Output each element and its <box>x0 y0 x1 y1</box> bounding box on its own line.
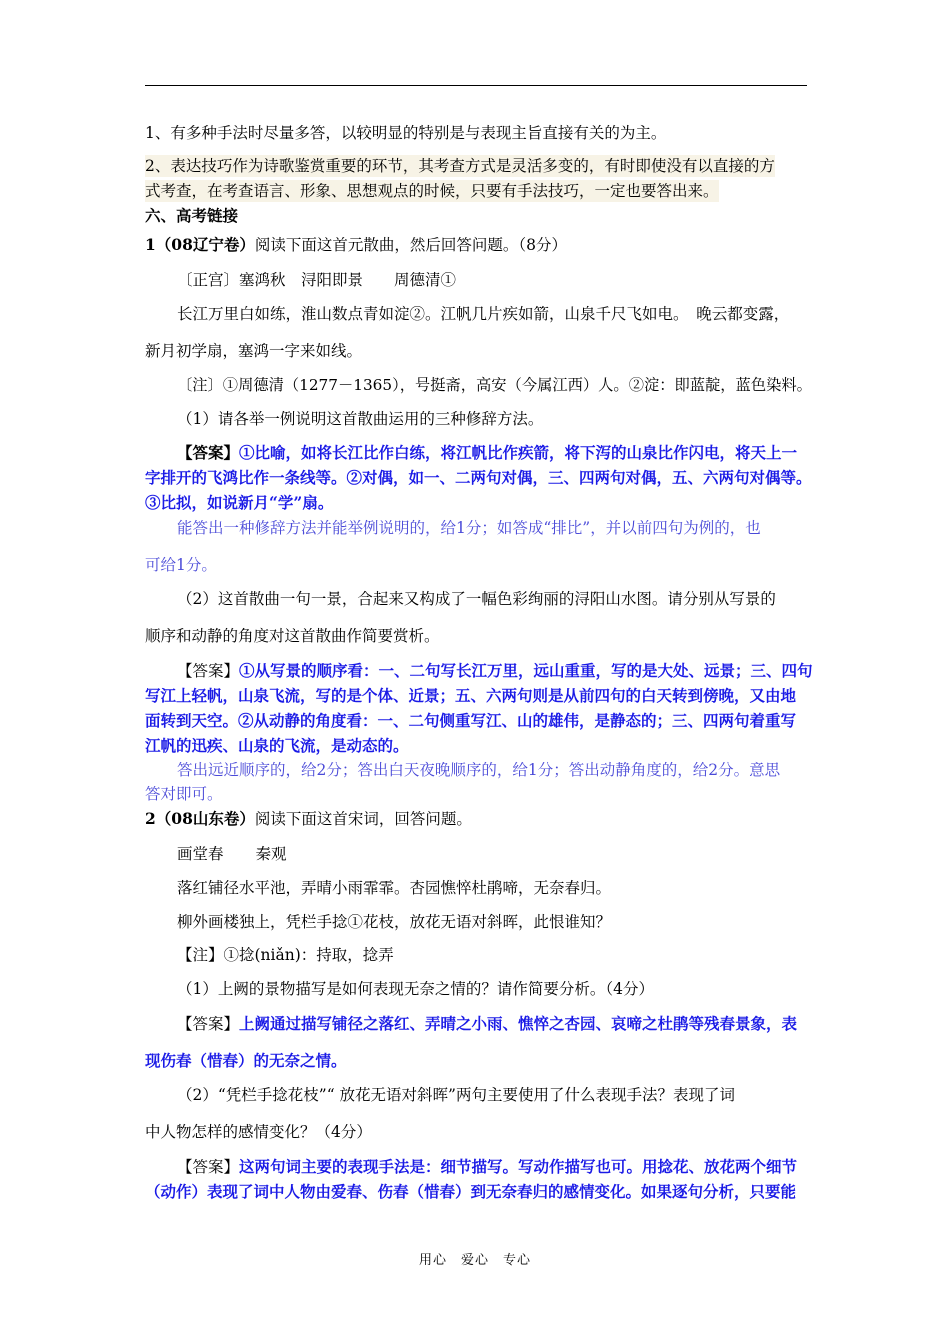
answer-label: 【答案】 <box>177 443 240 462</box>
answer-label: 【答案】 <box>177 662 240 680</box>
q2-sub-question-2-line-1: （2）“凭栏手捻花枝”“ 放花无语对斜晖”两句主要使用了什么表现手法？表现了词 <box>177 1086 735 1104</box>
q1-sub-question-2-line-2: 顺序和动静的角度对这首散曲作简要赏析。 <box>145 627 440 645</box>
q2-answer-2-line-2: （动作）表现了词中人物由爱春、伤春（惜春）到无奈春归的感情变化。如果逐句分析，只要能 <box>145 1182 797 1201</box>
q1-answer-2-line-4: 江帆的迅疾、山泉的飞流，是动态的。 <box>145 736 409 755</box>
q2-note: 【注】①捻(niǎn)：持取，捻弄 <box>177 946 394 964</box>
q2-intro: 阅读下面这首宋词，回答问题。 <box>254 810 472 828</box>
q2-poem-line-2: 柳外画楼独上，凭栏手捻①花枝，放花无语对斜晖，此恨谁知？ <box>177 913 612 931</box>
q1-answer-2-line-1: 【答案】①从写景的顺序看：一、二句写长江万里，远山重重，写的是大处、远景；三、四句 <box>177 661 813 680</box>
q1-answer-1-line-2: 字排开的飞鸿比作一条线等。②对偶，如一、二两句对偶，三、四两句对偶，五、六两句对偶等。 <box>145 468 812 487</box>
q1-answer-1-line-3: ③比拟，如说新月“学”扇。 <box>145 493 334 512</box>
q2-sub-question-1: （1）上阙的景物描写是如何表现无奈之情的？请作简要分析。（4分） <box>177 980 654 998</box>
q2-poem-title: 画堂春 <box>177 845 224 863</box>
q1-sub-question-2-line-1: （2）这首散曲一句一景，合起来又构成了一幅色彩绚丽的浔阳山水图。请分别从写景的 <box>177 590 776 608</box>
q2-answer-2-line-1: 【答案】这两句词主要的表现手法是：细节描写。写动作描写也可。用捻花、放花两个细节 <box>177 1157 798 1176</box>
q2-answer-1-line-2: 现伤春（惜春）的无奈之情。 <box>145 1051 347 1070</box>
q1-poem-title: 〔正宫〕塞鸿秋 浔阳即景 周德清① <box>177 271 457 289</box>
q1-answer-2-line-3: 面转到天空。②从动静的角度看：一、二句侧重写江、山的雄伟，是静态的；三、四两句着重写 <box>145 711 797 730</box>
header-rule <box>145 85 807 86</box>
q1-heading <box>145 234 567 256</box>
q1-answer-2-line-2: 写江上轻帆，山泉飞流，写的是个体、近景；五、六两句则是从前四句的白天转到傍晚，又由地 <box>145 686 797 705</box>
q2-answer-1-line-1: 【答案】上阙通过描写铺径之落红、弄晴之小雨、憔悴之杏园、哀啼之杜鹃等残春景象，表 <box>177 1014 798 1033</box>
q1-scoring-2-line-2: 答对即可。 <box>145 785 223 803</box>
tip-2-line-1: 2、表达技巧作为诗歌鉴赏重要的环节，其考查方式是灵活多变的，有时即使没有以直接的方 <box>145 157 775 175</box>
section-heading: 六、高考链接 <box>145 206 239 225</box>
q1-number: 1（08辽宁卷） <box>145 235 255 254</box>
answer-label: 【答案】 <box>177 1015 240 1033</box>
q1-intro: 阅读下面这首元散曲，然后回答问题。（8分） <box>254 236 567 254</box>
q1-poem-line-2: 新月初学扇，塞鸿一字来如线。 <box>145 342 363 360</box>
q1-answer-1-line-1: 【答案】①比喻，如将长江比作白练，将江帆比作疾箭，将下泻的山泉比作闪电，将天上一 <box>177 443 798 462</box>
answer-label: 【答案】 <box>177 1158 240 1176</box>
q1-poem-line-1: 长江万里白如练，淮山数点青如淀②。江帆几片疾如箭，山泉千尺飞如电。 晚云都变露， <box>177 305 790 323</box>
q1-note: 〔注〕①周德清（1277－1365），号挺斋，高安（今属江西）人。②淀：即蓝靛，蓝色染料。 <box>177 376 812 394</box>
q2-poem-line-1: 落红铺径水平池，弄晴小雨霏霏。杏园憔悴杜鹃啼，无奈春归。 <box>177 879 612 897</box>
q1-sub-question-1: （1）请各举一例说明这首散曲运用的三种修辞方法。 <box>177 410 544 428</box>
q1-scoring-1-line-1: 能答出一种修辞方法并能举例说明的，给1分；如答成“排比”，并以前四句为例的，也 <box>177 519 761 537</box>
tip-1: 1、有多种手法时尽量多答，以较明显的特别是与表现主旨直接有关的为主。 <box>145 124 667 142</box>
q2-heading <box>145 808 472 830</box>
q2-poem-title-line <box>177 843 287 865</box>
tip-2-line-2: 式考查，在考查语言、形象、思想观点的时候，只要有手法技巧，一定也要答出来。 <box>145 182 719 200</box>
q2-sub-question-2-line-2: 中人物怎样的感情变化？（4分） <box>145 1123 372 1141</box>
q2-number: 2（08山东卷） <box>145 809 255 828</box>
q1-scoring-1-line-2: 可给1分。 <box>145 556 217 574</box>
page-footer: 用心 爱心 专心 <box>418 1253 531 1268</box>
q1-scoring-2-line-1: 答出远近顺序的，给2分；答出白天夜晚顺序的，给1分；答出动静角度的，给2分。意思 <box>177 761 781 779</box>
q2-poem-author: 秦观 <box>255 845 287 863</box>
